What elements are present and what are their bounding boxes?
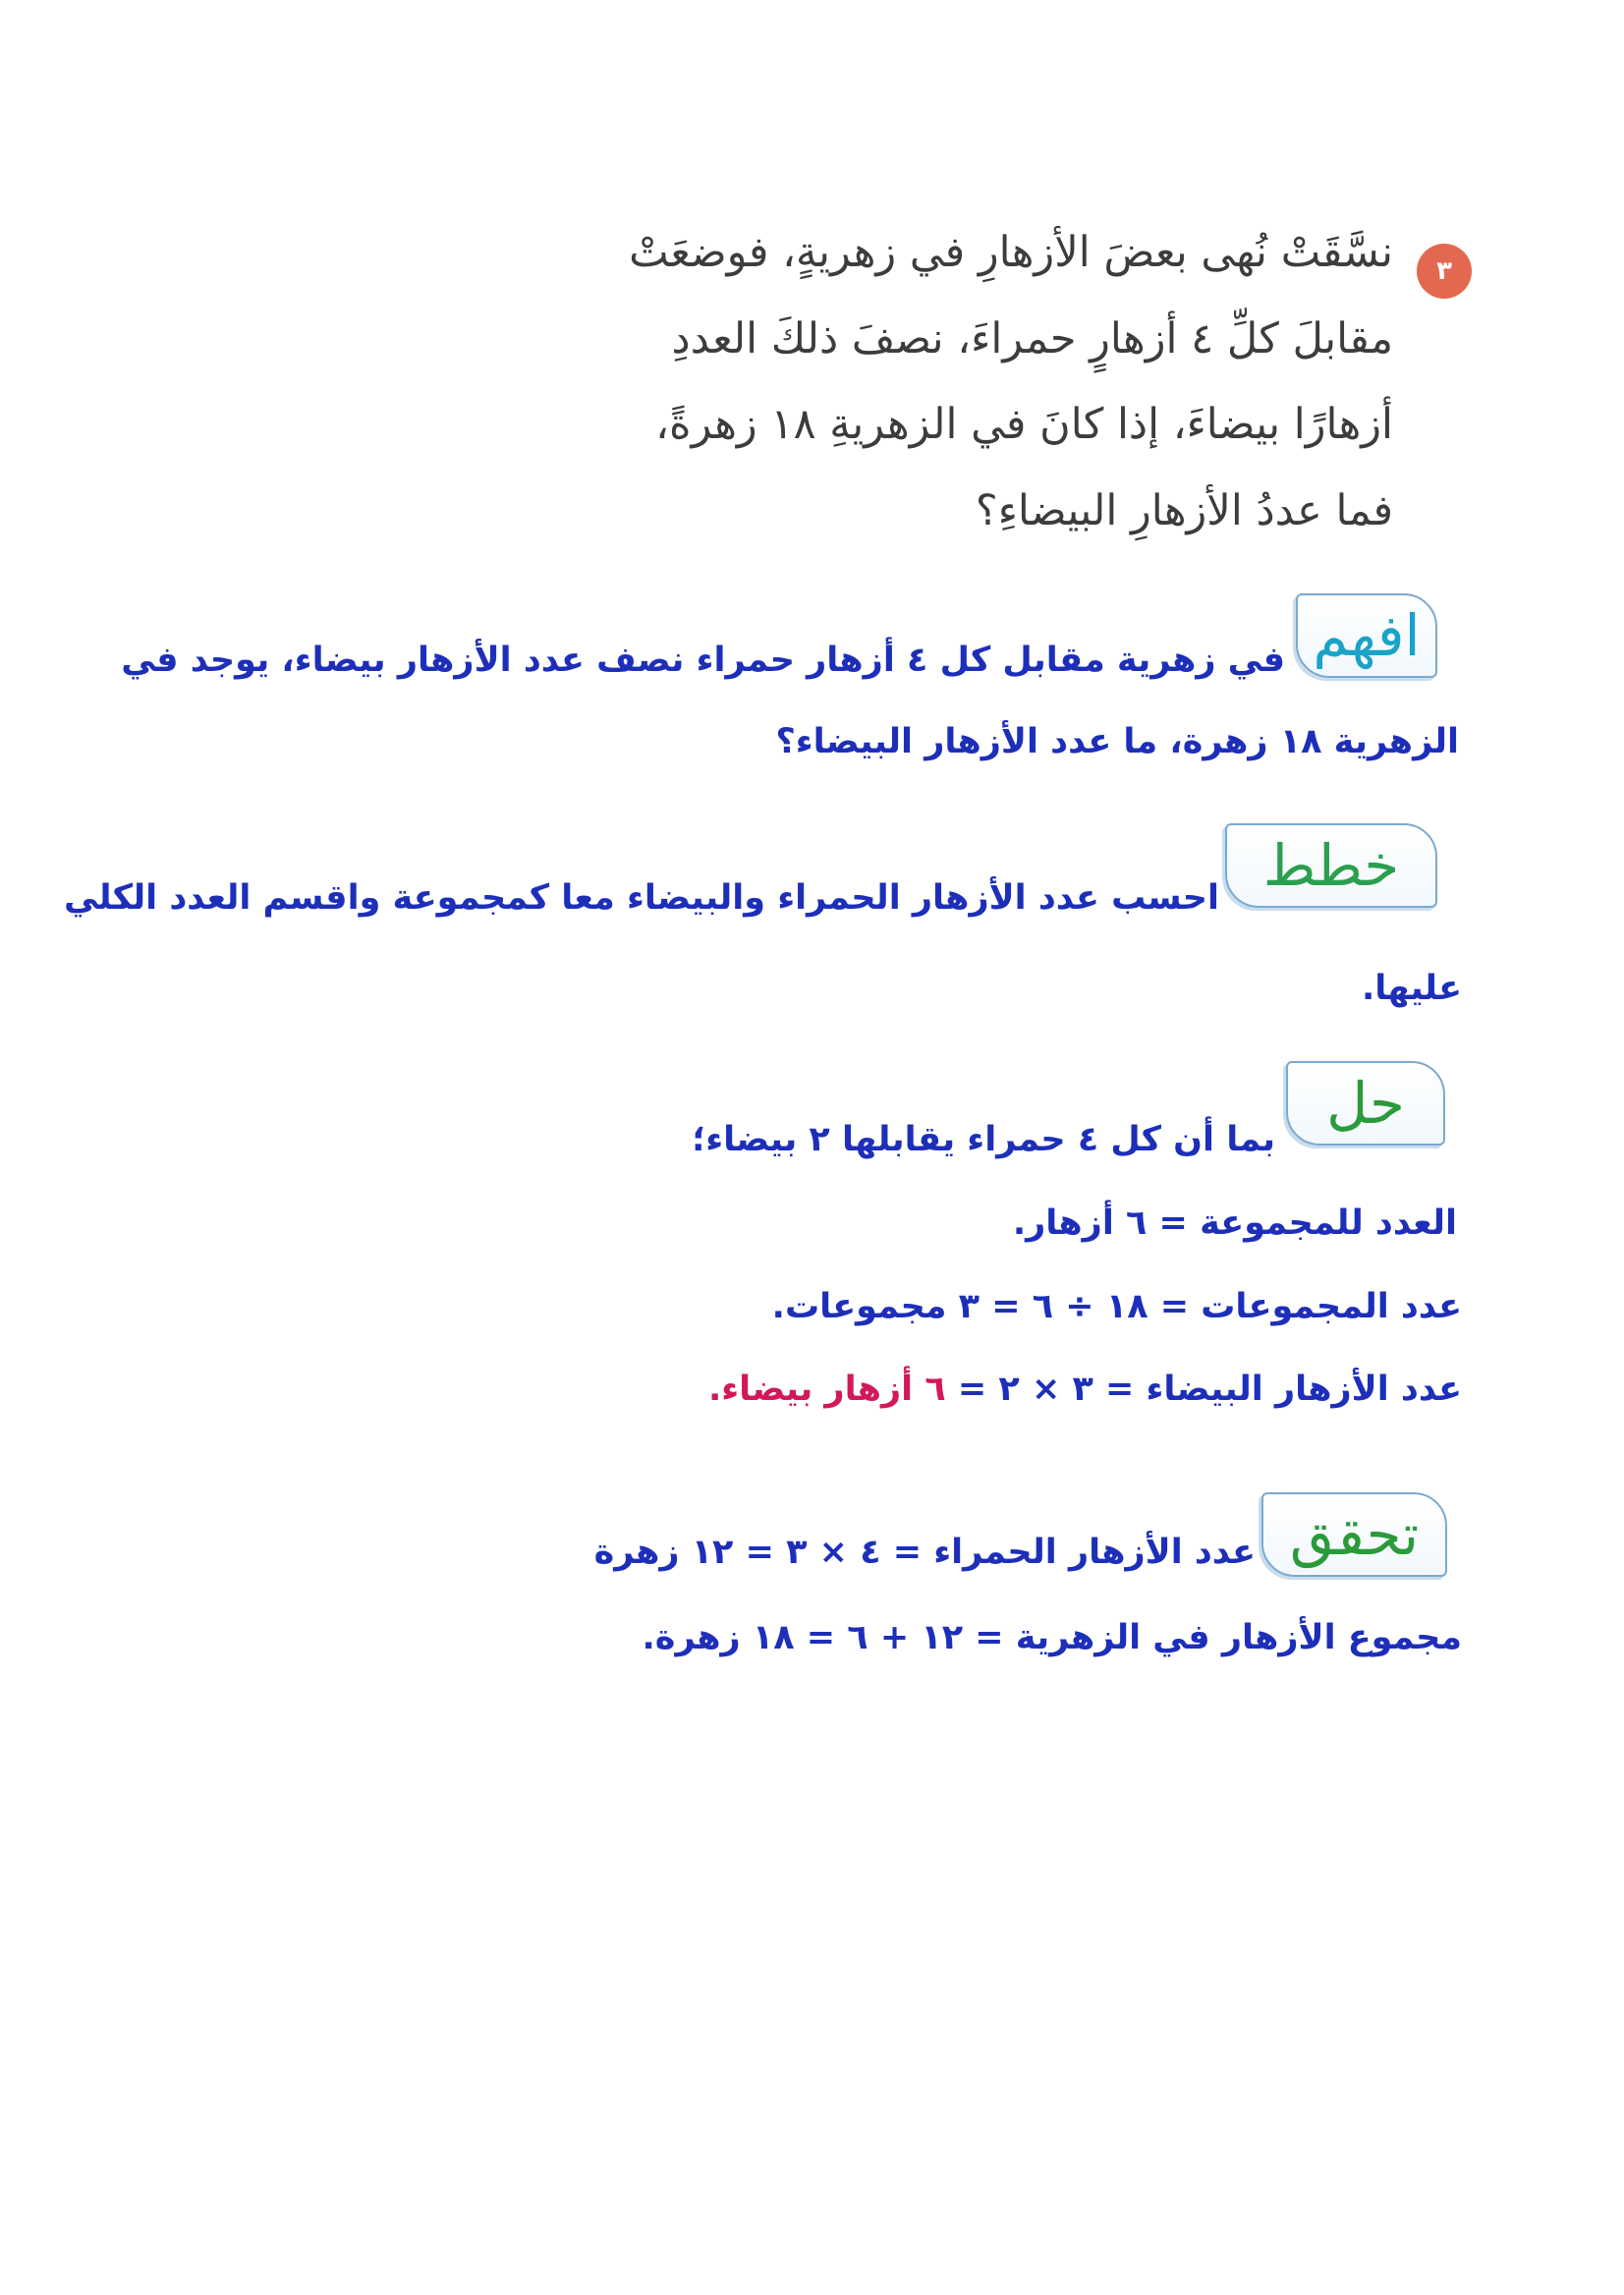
problem-line-4: فما عددُ الأزهارِ البيضاءِ؟ xyxy=(975,486,1393,535)
plan-label: خطط xyxy=(1225,823,1437,908)
solve-line-1: بما أن كل ٤ حمراء يقابلها ٢ بيضاء؛ xyxy=(692,1120,1275,1159)
problem-line-2: مقابلَ كلِّ ٤ أزهارٍ حمراءَ، نصفَ ذلكَ العددِ xyxy=(671,314,1393,364)
solve-line-2: العدد للمجموعة = ٦ أزهار. xyxy=(1012,1203,1457,1243)
understand-line-2: الزهرية ١٨ زهرة، ما عدد الأزهار البيضاء؟ xyxy=(775,722,1459,761)
problem-line-1: نسَّقَتْ نُهى بعضَ الأزهارِ في زهريةٍ، فوضعَتْ xyxy=(629,228,1393,277)
check-label: تحقق xyxy=(1261,1492,1447,1577)
problem-line-3: أزهارًا بيضاءَ، إذا كانَ في الزهريةِ ١٨ زهرةً، xyxy=(655,400,1393,449)
plan-line-2: عليها. xyxy=(1361,969,1462,1008)
solve-line-3: عدد المجموعات = ١٨ ÷ ٦ = ٣ مجموعات. xyxy=(771,1287,1462,1326)
understand-line-1: في زهرية مقابل كل ٤ أزهار حمراء نصف عدد الأزهار بيضاء، يوجد في xyxy=(121,641,1285,680)
solve-final-answer: ٦ أزهار بيضاء. xyxy=(707,1370,946,1409)
plan-line-1: احسب عدد الأزهار الحمراء والبيضاء معا كمجموعة واقسم العدد الكلي xyxy=(63,878,1219,918)
solve-final-prefix: عدد الأزهار البيضاء = ٣ × ٢ = xyxy=(945,1370,1462,1409)
check-line-2: مجموع الأزهار في الزهرية = ١٢ + ٦ = ١٨ زهرة. xyxy=(642,1618,1462,1657)
understand-label: افهم xyxy=(1296,593,1437,678)
check-line-1: عدد الأزهار الحمراء = ٤ × ٣ = ١٢ زهرة xyxy=(593,1533,1256,1572)
solve-label: حل xyxy=(1286,1061,1445,1146)
solve-final-line xyxy=(708,1370,1462,1409)
problem-number-badge: ٣ xyxy=(1417,244,1472,299)
